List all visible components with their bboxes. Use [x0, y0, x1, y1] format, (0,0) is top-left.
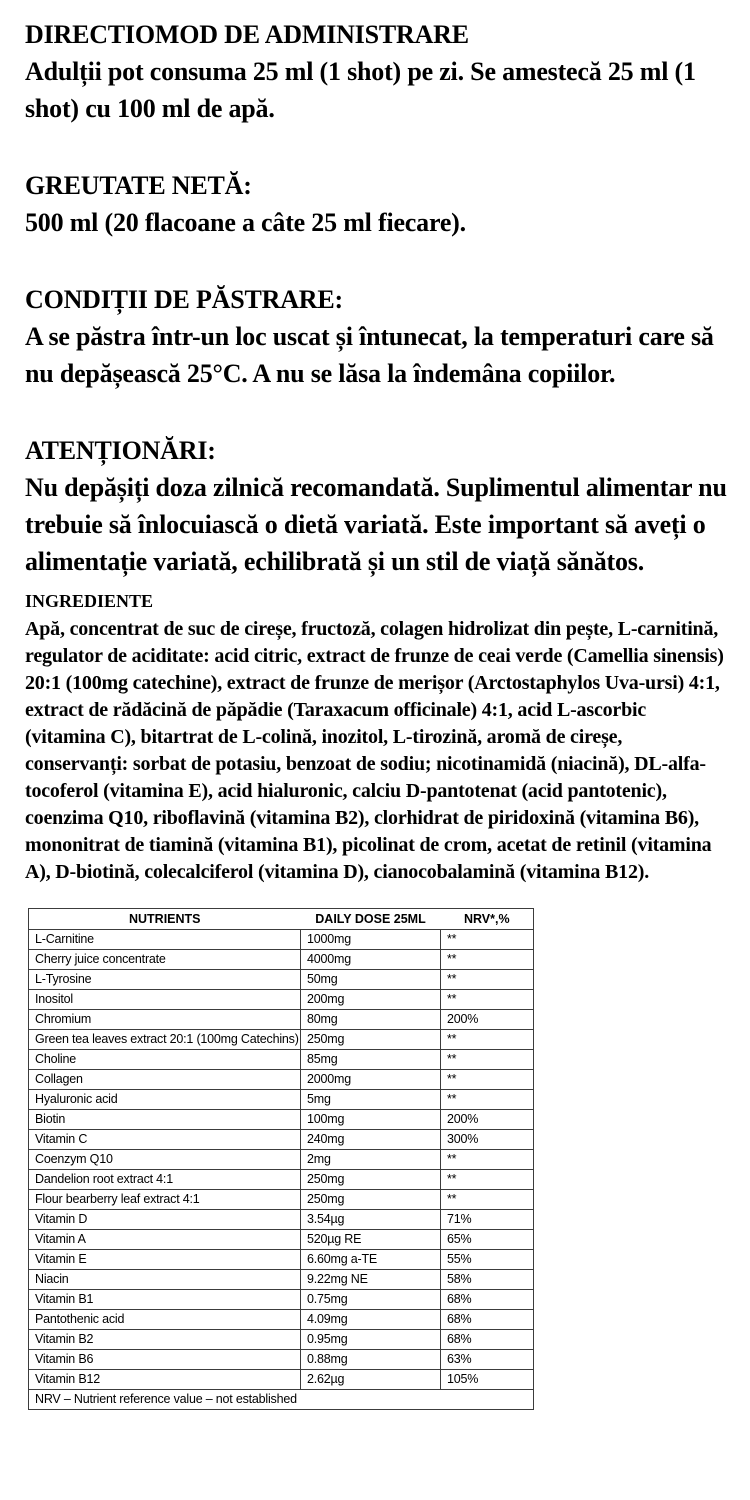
table-row — [29, 1350, 534, 1370]
table-row — [29, 1030, 534, 1050]
nutrient-name-cell: Choline — [29, 1050, 301, 1070]
table-row — [29, 1090, 534, 1110]
table-row — [29, 1010, 534, 1030]
nrv-value-cell: ** — [441, 970, 534, 990]
section-heading: CONDIȚII DE PĂSTRARE: — [25, 285, 343, 314]
daily-dose-cell: 0.95mg — [301, 1330, 441, 1350]
section-heading: GREUTATE NETĂ: — [25, 171, 252, 200]
section-conditii-pastrare — [25, 281, 727, 392]
daily-dose-cell: 250mg — [301, 1170, 441, 1190]
table-row — [29, 1310, 534, 1330]
nutrient-name-cell: Vitamin E — [29, 1250, 301, 1270]
nrv-value-cell: 58% — [441, 1270, 534, 1290]
daily-dose-cell: 100mg — [301, 1110, 441, 1130]
table-row — [29, 1330, 534, 1350]
nrv-value-cell: ** — [441, 1050, 534, 1070]
table-row — [29, 1150, 534, 1170]
nrv-value-cell: 68% — [441, 1330, 534, 1350]
table-header-row — [29, 909, 534, 930]
nutrient-name-cell: Vitamin B2 — [29, 1330, 301, 1350]
daily-dose-cell: 200mg — [301, 990, 441, 1010]
nutrient-name-cell: Coenzym Q10 — [29, 1150, 301, 1170]
nrv-value-cell: 68% — [441, 1310, 534, 1330]
daily-dose-cell: 250mg — [301, 1030, 441, 1050]
nrv-value-cell: 300% — [441, 1130, 534, 1150]
nutrients-table — [28, 908, 534, 1410]
nrv-value-cell: 200% — [441, 1010, 534, 1030]
table-footnote-row — [29, 1390, 534, 1410]
nrv-value-cell: 200% — [441, 1110, 534, 1130]
column-header-nutrients: NUTRIENTS — [29, 909, 301, 930]
nutrient-name-cell: Vitamin B6 — [29, 1350, 301, 1370]
table-row — [29, 950, 534, 970]
nutrients-table-body — [29, 930, 534, 1390]
nutrient-name-cell: Vitamin A — [29, 1230, 301, 1250]
section-heading: ATENȚIONĂRI: — [25, 436, 216, 465]
section-heading: DIRECTIOMOD DE ADMINISTRARE — [25, 20, 469, 49]
nutrient-name-cell: Collagen — [29, 1070, 301, 1090]
daily-dose-cell: 2000mg — [301, 1070, 441, 1090]
column-header-nrv: NRV*,% — [441, 909, 534, 930]
daily-dose-cell: 6.60mg a-TE — [301, 1250, 441, 1270]
ingredients-text: Apă, concentrat de suc de cireșe, fructoză, colagen hidrolizat din pește, L-carnitină, regulator de aciditate: acid citric, extract de frunze de ceai verde (Camellia sinensis) 20:1 (100mg catechine), extract de frunze de merișor (Arctostaphylos Uva-ursi) 4:1, extract de rădăcină de păpădie (Taraxacum officinale) 4:1, acid L-ascorbic (vitamina C), bitartrat de L-colină, inozitol, L-tirozină, aromă de cireșe, conservanți: sorbat de potasiu, benzoat de sodiu; nicotinamidă (niacină), DL-alfa-tocoferol (vitamina E), acid hialuronic, calciu D-pantotenat (acid pantotenic), coenzima Q10, riboflavină (vitamina B2), clorhidrat de piridoxină (vitamina B6), mononitrat de tiamină (vitamina B1), picolinat de crom, acetat de retinil (vitamina A), D-biotină, colecalciferol (vitamina D), cianocobalamină (vitamina B12). — [25, 618, 724, 883]
nutrient-name-cell: Pantothenic acid — [29, 1310, 301, 1330]
table-row — [29, 1290, 534, 1310]
section-ingrediente — [25, 590, 727, 886]
nutrient-name-cell: Dandelion root extract 4:1 — [29, 1170, 301, 1190]
section-body-text: 500 ml (20 flacoane a câte 25 ml fiecare). — [25, 208, 466, 237]
daily-dose-cell: 3.54µg — [301, 1210, 441, 1230]
daily-dose-cell: 520µg RE — [301, 1230, 441, 1250]
table-row — [29, 930, 534, 950]
nutrient-name-cell: Inositol — [29, 990, 301, 1010]
table-row — [29, 1190, 534, 1210]
table-row — [29, 1110, 534, 1130]
daily-dose-cell: 9.22mg NE — [301, 1270, 441, 1290]
nrv-value-cell: ** — [441, 1070, 534, 1090]
table-row — [29, 970, 534, 990]
nrv-value-cell: ** — [441, 1190, 534, 1210]
ingredients-heading: INGREDIENTE — [25, 591, 154, 611]
table-row — [29, 1130, 534, 1150]
table-row — [29, 1250, 534, 1270]
nrv-value-cell: 65% — [441, 1230, 534, 1250]
section-body-text: Adulții pot consuma 25 ml (1 shot) pe zi. Se amestecă 25 ml (1 shot) cu 100 ml de apă. — [25, 57, 696, 123]
nutrient-name-cell: Vitamin D — [29, 1210, 301, 1230]
nutrient-name-cell: Flour bearberry leaf extract 4:1 — [29, 1190, 301, 1210]
daily-dose-cell: 85mg — [301, 1050, 441, 1070]
nrv-value-cell: ** — [441, 1150, 534, 1170]
table-row — [29, 1070, 534, 1090]
daily-dose-cell: 5mg — [301, 1090, 441, 1110]
nutrient-name-cell: Green tea leaves extract 20:1 (100mg Catechins) — [29, 1030, 301, 1050]
section-atentionari — [25, 432, 727, 580]
nutrient-name-cell: Vitamin B1 — [29, 1290, 301, 1310]
table-row — [29, 1270, 534, 1290]
nrv-value-cell: ** — [441, 1090, 534, 1110]
nutrient-name-cell: Vitamin B12 — [29, 1370, 301, 1390]
daily-dose-cell: 0.75mg — [301, 1290, 441, 1310]
section-body-text: A se păstra într-un loc uscat și întunecat, la temperaturi care să nu depășească 25°C. A nu se lăsa la îndemâna copiilor. — [25, 322, 714, 388]
daily-dose-cell: 1000mg — [301, 930, 441, 950]
table-row — [29, 1050, 534, 1070]
nrv-value-cell: 71% — [441, 1210, 534, 1230]
daily-dose-cell: 2.62µg — [301, 1370, 441, 1390]
table-row — [29, 1370, 534, 1390]
nrv-value-cell: ** — [441, 930, 534, 950]
nutrient-name-cell: L-Carnitine — [29, 930, 301, 950]
daily-dose-cell: 4000mg — [301, 950, 441, 970]
daily-dose-cell: 4.09mg — [301, 1310, 441, 1330]
nrv-value-cell: 63% — [441, 1350, 534, 1370]
section-greutate-neta — [25, 167, 727, 241]
section-body-text: Nu depășiți doza zilnică recomandată. Suplimentul alimentar nu trebuie să înlocuiască o dietă variată. Este important să aveți o alimentație variată, echilibrată și un stil de viață sănătos. — [25, 473, 727, 576]
section-mod-de-administrare — [25, 16, 727, 127]
nrv-value-cell: ** — [441, 1030, 534, 1050]
nrv-value-cell: ** — [441, 990, 534, 1010]
daily-dose-cell: 50mg — [301, 970, 441, 990]
daily-dose-cell: 240mg — [301, 1130, 441, 1150]
daily-dose-cell: 0.88mg — [301, 1350, 441, 1370]
daily-dose-cell: 250mg — [301, 1190, 441, 1210]
nrv-value-cell: ** — [441, 950, 534, 970]
nutrient-name-cell: Chromium — [29, 1010, 301, 1030]
table-row — [29, 990, 534, 1010]
daily-dose-cell: 2mg — [301, 1150, 441, 1170]
nutrient-name-cell: Niacin — [29, 1270, 301, 1290]
nrv-value-cell: 105% — [441, 1370, 534, 1390]
nutrient-name-cell: Vitamin C — [29, 1130, 301, 1150]
nutrient-name-cell: L-Tyrosine — [29, 970, 301, 990]
nrv-value-cell: 55% — [441, 1250, 534, 1270]
column-header-daily-dose: DAILY DOSE 25ML — [301, 909, 441, 930]
nutrient-name-cell: Biotin — [29, 1110, 301, 1130]
nutrient-name-cell: Cherry juice concentrate — [29, 950, 301, 970]
table-row — [29, 1210, 534, 1230]
nutrient-name-cell: Hyaluronic acid — [29, 1090, 301, 1110]
daily-dose-cell: 80mg — [301, 1010, 441, 1030]
nrv-value-cell: 68% — [441, 1290, 534, 1310]
table-footnote: NRV – Nutrient reference value – not established — [29, 1390, 534, 1410]
table-row — [29, 1170, 534, 1190]
nrv-value-cell: ** — [441, 1170, 534, 1190]
table-row — [29, 1230, 534, 1250]
